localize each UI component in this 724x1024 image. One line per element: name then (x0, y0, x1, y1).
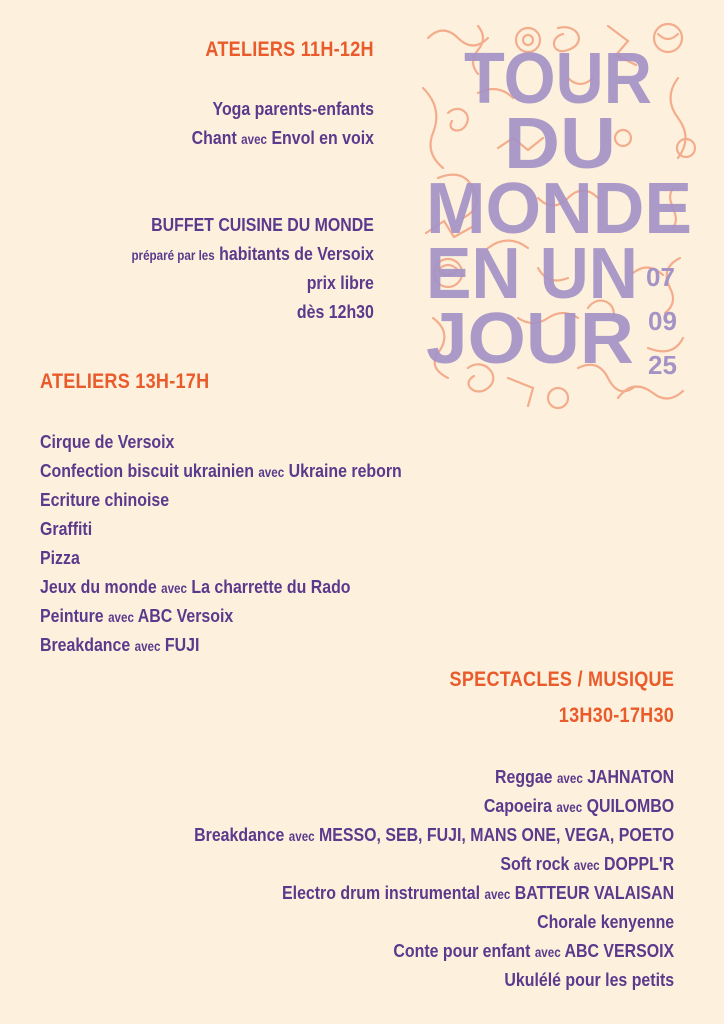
avec-label: avec (534, 945, 561, 960)
partner-name: MESSO, SEB, FUJI, MANS ONE, VEGA, POETO (318, 824, 674, 845)
activity-name: Confection biscuit ukrainien (40, 460, 254, 481)
list-item (40, 514, 402, 543)
activity-name: Jeux du monde (40, 576, 157, 597)
avec-label: avec (241, 132, 268, 147)
list-item (40, 427, 402, 456)
list-item (40, 456, 402, 485)
avec-label: avec (573, 858, 600, 873)
activity-name: Breakdance (40, 634, 131, 655)
partner-name: FUJI (164, 634, 200, 655)
ateliers-morning-list (162, 94, 374, 152)
list-item (192, 123, 374, 152)
activity-name: Yoga parents-enfants (212, 98, 374, 119)
buffet-title: BUFFET CUISINE DU MONDE (151, 214, 374, 235)
partner-name: Ukraine reborn (288, 460, 402, 481)
activity-name: Soft rock (500, 853, 570, 874)
activity-name: Capoeira (483, 795, 552, 816)
list-item (40, 485, 402, 514)
buffet-prepared-by: préparé par les (131, 248, 215, 263)
activity-name: Cirque de Versoix (40, 431, 175, 452)
partner-name: ABC Versoix (137, 605, 234, 626)
list-item (40, 572, 402, 601)
title-word-monde: MONDE (426, 169, 692, 249)
poster-title (426, 39, 692, 380)
list-item (194, 762, 674, 791)
activity-name: Graffiti (40, 518, 93, 539)
activity-name: Breakdance (193, 824, 285, 845)
avec-label: avec (288, 829, 315, 844)
buffet-block (92, 210, 374, 326)
list-item (194, 965, 674, 994)
partner-name: DOPPL'R (603, 853, 674, 874)
title-word-tour: TOUR (464, 39, 652, 119)
avec-label: avec (134, 639, 161, 654)
list-item (40, 543, 402, 572)
activity-name: Chant (191, 127, 237, 148)
avec-label: avec (556, 771, 583, 786)
list-item (40, 601, 402, 630)
ateliers-afternoon-heading: ATELIERS 13H-17H (40, 370, 210, 393)
activity-name: Conte pour enfant (393, 940, 531, 961)
ateliers-afternoon-list (40, 427, 461, 659)
activity-name: Reggae (494, 766, 553, 787)
spectacles-heading: SPECTACLES / MUSIQUE (449, 668, 674, 691)
title-word-du: DU (504, 104, 616, 184)
list-item (194, 936, 674, 965)
activity-name: Electro drum instrumental (281, 882, 480, 903)
activity-name: Pizza (40, 547, 80, 568)
title-word-jour: JOUR (426, 299, 634, 379)
partner-name: JAHNATON (587, 766, 674, 787)
date-month: 09 (648, 306, 677, 336)
list-item (194, 791, 674, 820)
ateliers-morning-heading: ATELIERS 11H-12H (205, 38, 374, 61)
list-item (194, 878, 674, 907)
list-item (194, 849, 674, 878)
partner-name: BATTEUR VALAISAN (514, 882, 674, 903)
list-item (40, 630, 402, 659)
spectacles-time: 13H30-17H30 (558, 704, 674, 727)
avec-label: avec (556, 800, 583, 815)
activity-name: Chorale kenyenne (536, 911, 674, 932)
activity-name: Ecriture chinoise (40, 489, 170, 510)
buffet-cooks: habitants de Versoix (219, 243, 374, 264)
buffet-price: prix libre (306, 272, 374, 293)
list-item (194, 907, 674, 936)
partner-name: ABC VERSOIX (564, 940, 674, 961)
date-year: 25 (648, 350, 677, 380)
activity-name: Peinture (40, 605, 104, 626)
spectacles-list (116, 762, 674, 994)
avec-label: avec (258, 465, 285, 480)
buffet-time: dès 12h30 (297, 301, 374, 322)
title-word-en-un: EN UN (426, 234, 638, 314)
avec-label: avec (161, 581, 187, 596)
avec-label: avec (484, 887, 511, 902)
partner-name: QUILOMBO (586, 795, 674, 816)
list-item (194, 820, 674, 849)
avec-label: avec (108, 610, 134, 625)
buffet-subtitle (132, 239, 374, 268)
activity-name: Ukulélé pour les petits (504, 969, 674, 990)
partner-name: La charrette du Rado (191, 576, 351, 597)
poster-title-artwork (418, 18, 698, 418)
list-item (192, 94, 374, 123)
date-day: 07 (646, 262, 675, 292)
partner-name: Envol en voix (271, 127, 374, 148)
